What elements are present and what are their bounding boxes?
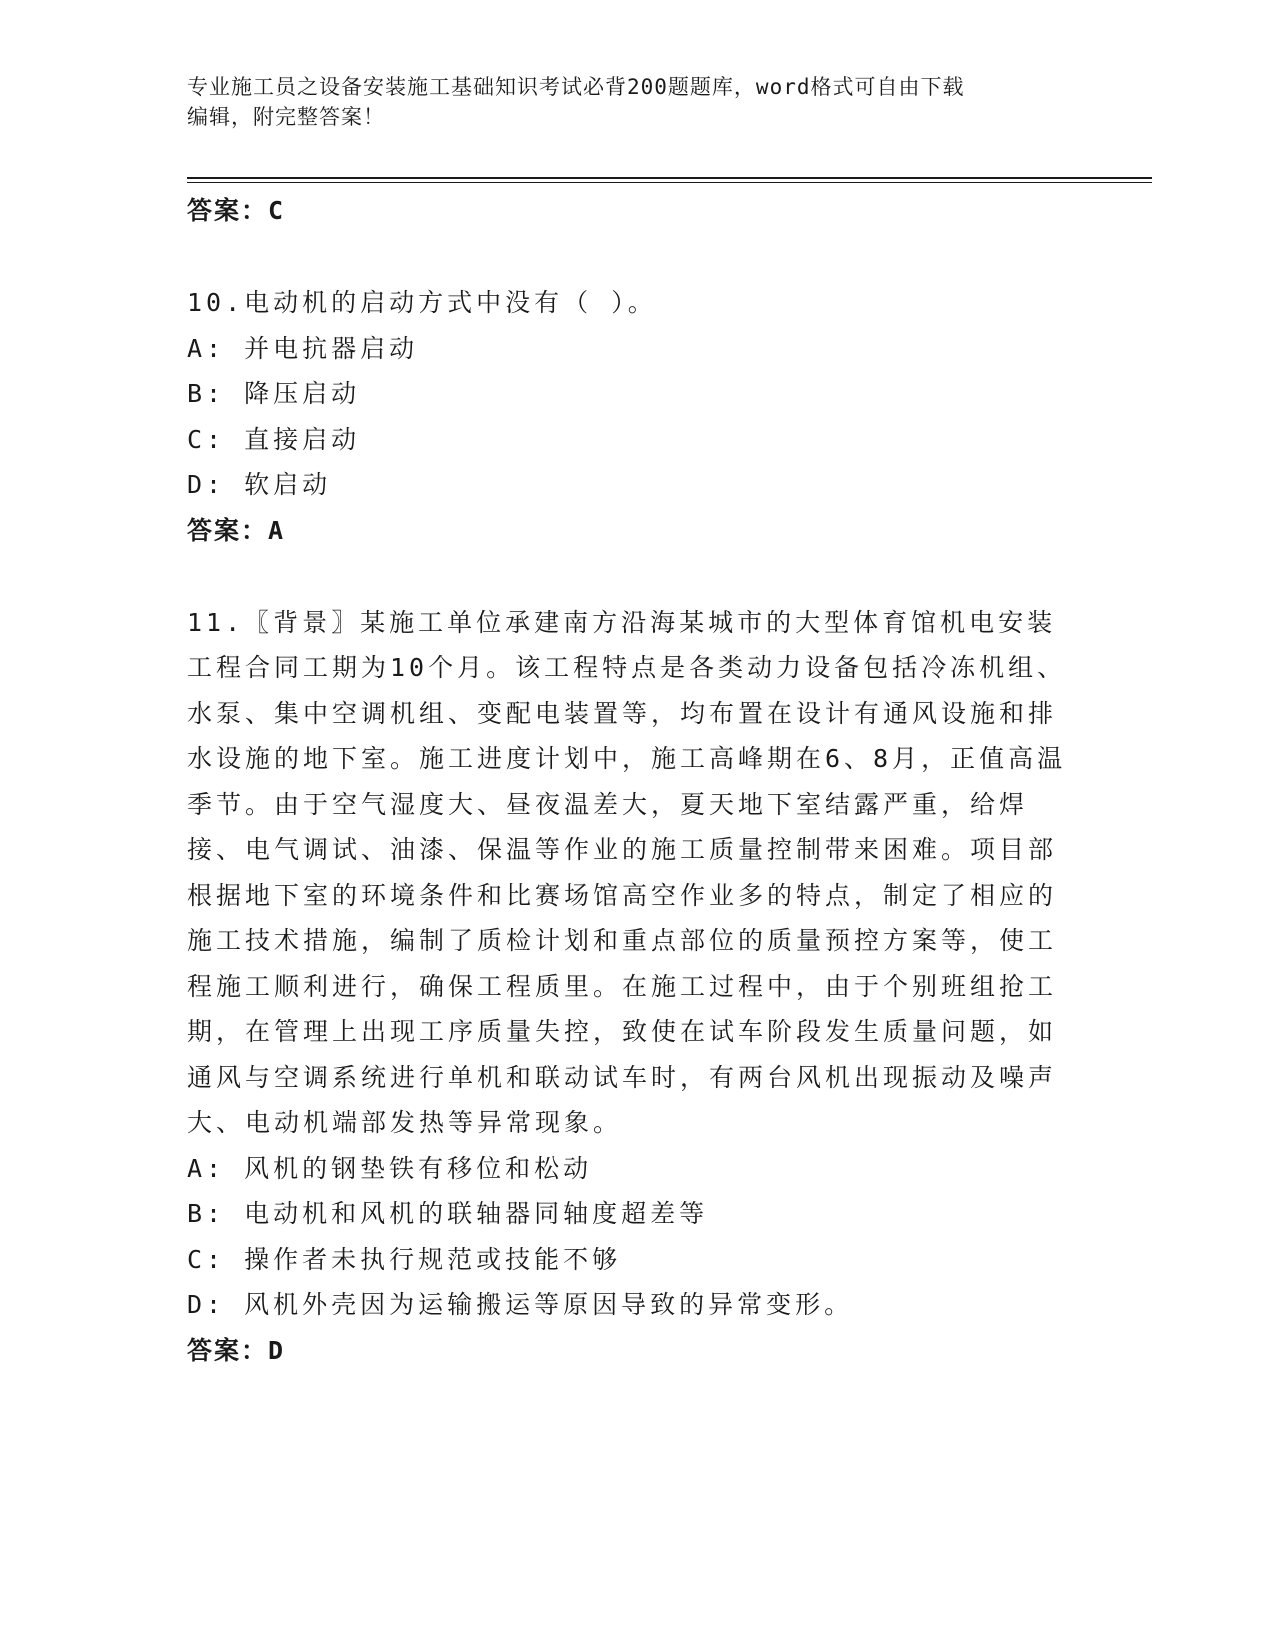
header-divider-thin (187, 182, 1152, 183)
option-c: C: 直接启动 (187, 424, 361, 454)
option-a: A: 风机的钢垫铁有移位和松动 (187, 1153, 593, 1183)
option-b: B: 降压启动 (187, 379, 361, 408)
option-c: C: 操作者未执行规范或技能不够 (187, 1244, 622, 1274)
question-stem: 11.〖背景〗某施工单位承建南方沿海某城市的大型体育馆机电安装工程合同工期为10个月。该工程特点是各类动力设备包括冷冻机组、水泵、集中空调机组、变配电装置等，均布置在设计有通风设施和排水设施的地下室。施工进度计划中，施工高峰期在6、8月，正值高温季节。由于空气湿度大、昼夜温差大，夏天地下室结露严重，给焊接、电气调试、油漆、保温等作业的施工质量控制带来困难。项目部根据地下室的环境条件和比赛场馆高空作业多的特点，制定了相应的施工技术措施，编制了质检计划和重点部位的质量预控方案等，使工程施工顺利进行，确保工程质里。在施工过程中，由于个别班组抢工期，在管理上出现工序质量失控，致使在试车阶段发生质量问题，如通风与空调系统进行单机和联动试车时，有两台风机出现振动及噪声大、电动机端部发热等异常现象。 (187, 607, 1067, 1137)
previous-question-answer: 答案：C (187, 196, 286, 225)
question-10 (187, 280, 1087, 554)
question-stem: 10.电动机的启动方式中没有（ ）。 (187, 288, 657, 317)
option-b: B: 电动机和风机的联轴器同轴度超差等 (187, 1199, 709, 1228)
header-divider-thick (187, 177, 1152, 179)
spacer (187, 554, 1087, 600)
page-header (187, 72, 1067, 132)
document-body (187, 188, 1087, 1374)
header-line-2: 编辑，附完整答案！ (187, 105, 385, 129)
question-11 (187, 600, 1087, 1374)
option-a: A: 并电抗器启动 (187, 333, 419, 363)
option-d: D: 软启动 (187, 470, 332, 499)
question-answer: 答案：D (187, 1335, 286, 1365)
header-line-1: 专业施工员之设备安装施工基础知识考试必背200题题库，word格式可自由下载 (187, 75, 965, 99)
question-answer: 答案：A (187, 515, 286, 545)
spacer (187, 234, 1087, 280)
option-d: D: 风机外壳因为运输搬运等原因导致的异常变形。 (187, 1290, 854, 1319)
